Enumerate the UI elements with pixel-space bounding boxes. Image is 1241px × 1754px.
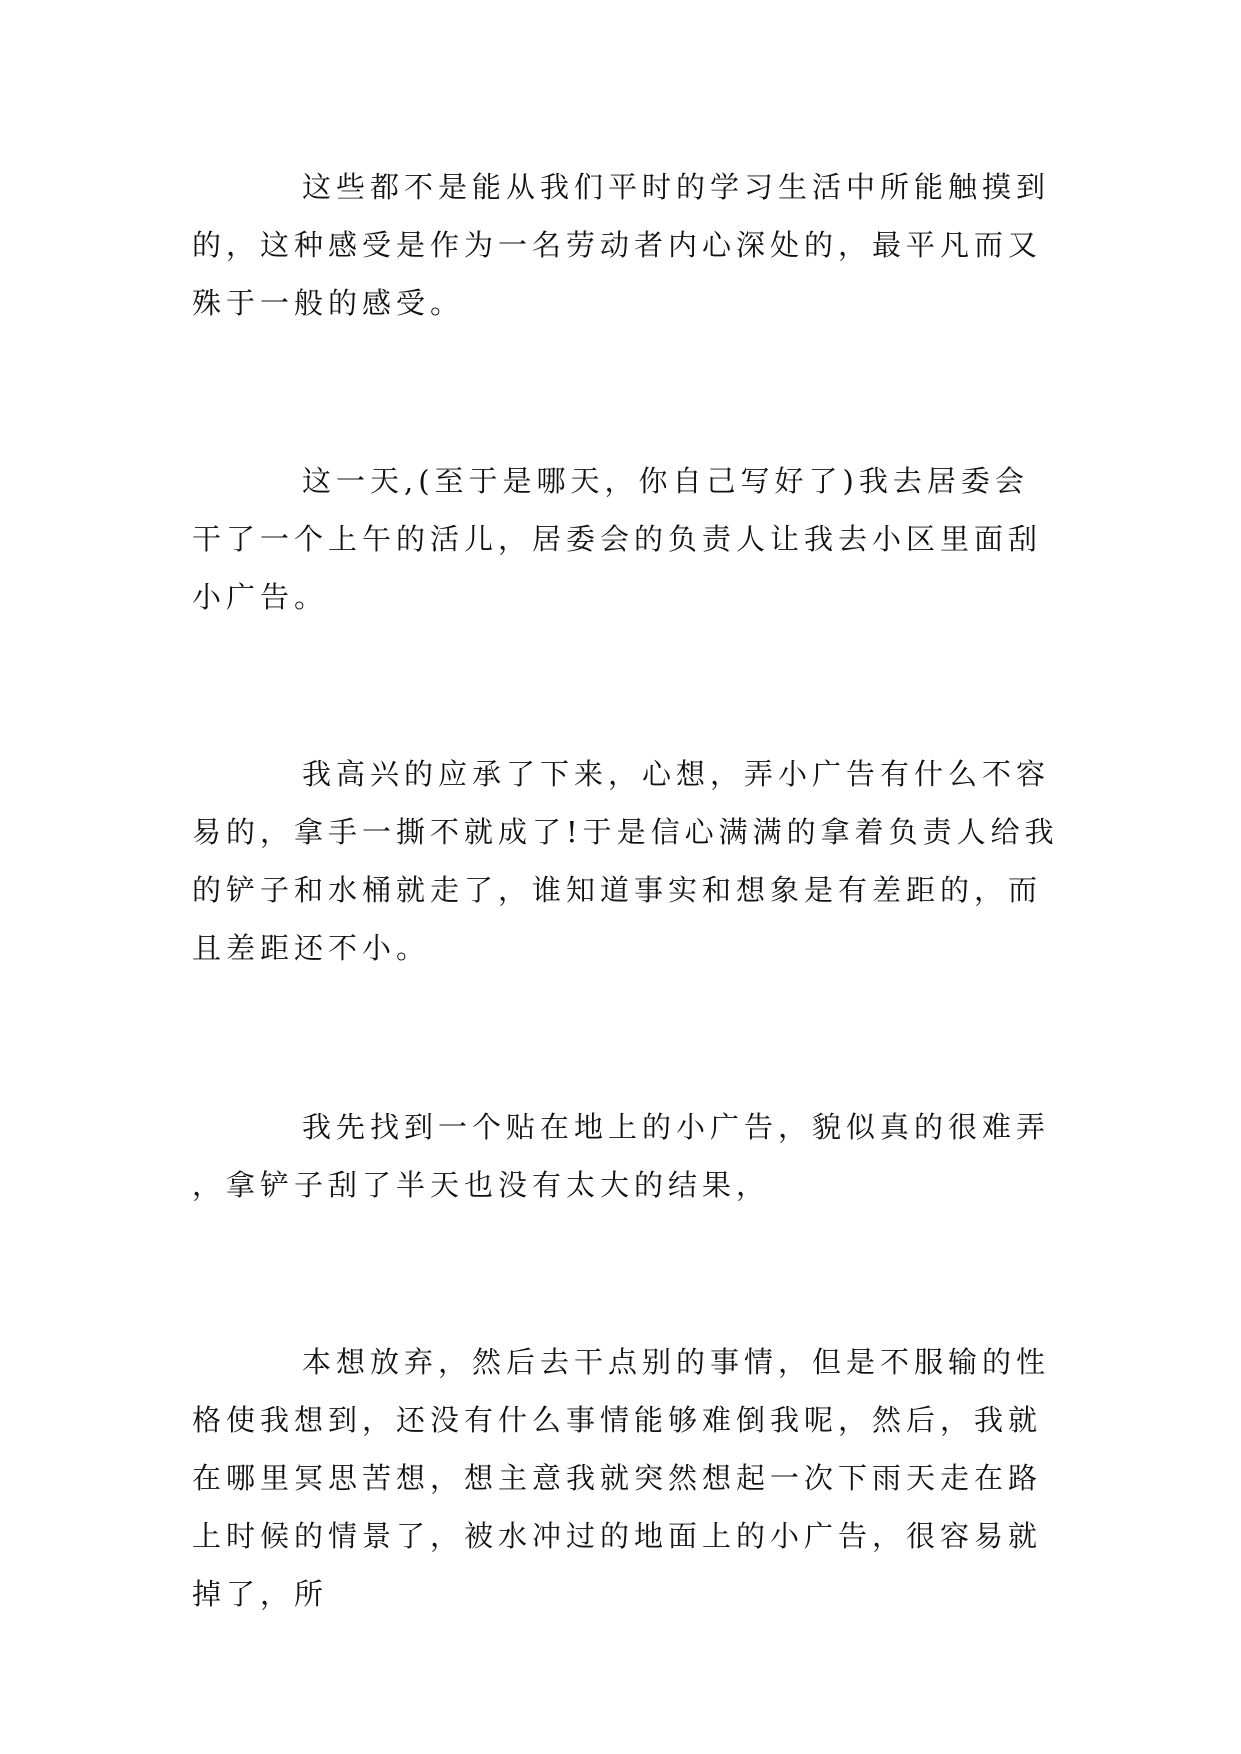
paragraph-5: 本想放弃，然后去干点别的事情，但是不服输的性格使我想到，还没有什么事情能够难倒我呢，然后，我就在哪里冥思苦想，想主意我就突然想起一次下雨天走在路上时候的情景了，被水冲过的地面上的小广告，很容易就掉了，所 [192, 1345, 1051, 1611]
paragraph-2: 这一天,(至于是哪天，你自己写好了)我去居委会干了一个上午的活儿，居委会的负责人让我去小区里面刮小广告。 [192, 464, 1043, 614]
paragraph-4: 我先找到一个贴在地上的小广告，貌似真的很难弄，拿铲子刮了半天也没有太大的结果， [192, 1110, 1051, 1202]
paragraph-1: 这些都不是能从我们平时的学习生活中所能触摸到的，这种感受是作为一名劳动者内心深处的，最平凡而又殊于一般的感受。 [192, 170, 1051, 320]
paragraph-3: 我高兴的应承了下来，心想，弄小广告有什么不容易的，拿手一撕不就成了!于是信心满满的拿着负责人给我的铲子和水桶就走了，谁知道事实和想象是有差距的，而且差距还不小。 [192, 757, 1059, 965]
